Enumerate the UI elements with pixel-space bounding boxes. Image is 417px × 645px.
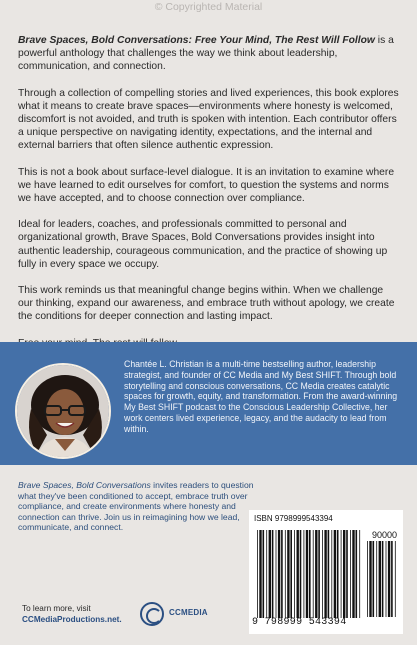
- barcode-bar: [343, 530, 345, 618]
- barcode-bar: [322, 530, 323, 618]
- ean-barcode: [257, 530, 363, 618]
- barcode-bar: [395, 541, 396, 617]
- barcode-bar: [341, 530, 342, 618]
- barcode-bar: [257, 530, 258, 618]
- barcode-bar: [306, 530, 308, 618]
- promo-text: [18, 480, 254, 533]
- barcode-bar: [278, 530, 280, 618]
- barcode-bar: [379, 541, 381, 617]
- barcode-bar: [266, 530, 267, 618]
- price-code: 90000: [372, 530, 398, 540]
- promo-title-italic: Brave Spaces, Bold Conversations: [18, 480, 151, 490]
- barcode-bar: [369, 541, 371, 617]
- learn-more-label: To learn more, visit: [22, 604, 91, 613]
- barcode-bar: [304, 530, 305, 618]
- barcode-bar: [382, 541, 384, 617]
- intro-text: is a powerful anthology that challenges the way we think about leadership, communication, and connection.: [18, 35, 394, 73]
- barcode-bar: [373, 541, 375, 617]
- barcode-bar: [294, 530, 295, 618]
- learn-more: [22, 604, 122, 625]
- author-portrait-image: [17, 365, 111, 459]
- barcode-bar: [324, 530, 326, 618]
- barcode-bar: [318, 530, 320, 618]
- barcode-bar: [287, 530, 289, 618]
- barcode-bar: [352, 530, 354, 618]
- barcode-bar: [285, 530, 286, 618]
- description-intro: [18, 34, 400, 74]
- website-link[interactable]: CCMediaProductions.net.: [22, 614, 122, 624]
- barcode-bar: [259, 530, 261, 618]
- barcode-bar: [359, 530, 360, 618]
- isbn-label: ISBN 9798999543394: [254, 514, 333, 523]
- barcode-bar: [367, 541, 368, 617]
- barcode-bar: [334, 530, 336, 618]
- barcode-bar: [276, 530, 277, 618]
- barcode-bar: [328, 530, 330, 618]
- barcode-bar: [346, 530, 348, 618]
- barcode-bar: [269, 530, 271, 618]
- barcode-bar: [309, 530, 311, 618]
- description-paragraph: This is not a book about surface-level dialogue. It is an invitation to examine where we have learned to edit ourselves for comfort, to question the systems and norms we have accepted, and to choose connection over compliance.: [18, 166, 395, 205]
- barcode-bar: [290, 530, 292, 618]
- ccmedia-logo-text: CCMEDIA: [169, 608, 208, 617]
- barcode-bar: [313, 530, 314, 618]
- description-paragraph: This work reminds us that meaningful change begins within. When we challenge our thinking, expand our awareness, and embrace truth without apology, we create the conditions for deeper connection and lasting impact.: [18, 285, 395, 323]
- barcode-bar: [337, 530, 339, 618]
- author-bio: Chantée L. Christian is a multi-time bestselling author, leadership strategist, and founder of CC Media and My Best SHIFT. Through bold storytelling and conscious conversations, CC Media creates catalytic spaces for growth, equity, and transformation. From the award-winning My Best SHIFT podcast to the Conscious Leadership Collective, her work centers lived experience, legacy, and the audacity to lead from within.: [124, 359, 398, 434]
- author-photo: [15, 363, 111, 459]
- ccmedia-logo: [140, 600, 222, 632]
- barcode-bar: [356, 530, 358, 618]
- barcode-bar: [300, 530, 302, 618]
- barcode-bar: [386, 541, 387, 617]
- barcode-bar: [297, 530, 299, 618]
- promo-body: invites readers to question what they've been conditioned to accept, embrace truth over compliance, and create environments where honesty and connection can thrive. Join us in reimagining how we lead, communicate, and connect.: [18, 480, 254, 533]
- isbn-barcode-box: [249, 510, 403, 634]
- barcode-bar: [350, 530, 351, 618]
- ean-digits: 9 798999 543394: [252, 617, 347, 628]
- description-paragraph: Through a collection of compelling stories and lived experiences, this book explores what it means to create brave spaces—environments where honesty is welcomed, discomfort is not avoided, and truth is spoken with intention. Each contributor offers a unique perspective on navigating identity, expectations, and the internal and external barriers that often silence authentic expression.: [18, 87, 399, 152]
- barcode-bar: [331, 530, 332, 618]
- barcode-bar: [391, 541, 393, 617]
- ccmedia-logo-icon: [140, 602, 164, 626]
- price-barcode: [367, 541, 399, 617]
- copyright-watermark: © Copyrighted Material: [154, 1, 263, 13]
- book-title-italic: Brave Spaces, Bold Conversations: Free Your Mind, The Rest Will Follow: [18, 35, 375, 46]
- barcode-bar: [272, 530, 274, 618]
- barcode-bar: [315, 530, 317, 618]
- barcode-bar: [263, 530, 265, 618]
- barcode-bar: [376, 541, 377, 617]
- description-paragraph: Ideal for leaders, coaches, and professionals committed to personal and organizational growth, Brave Spaces, Bold Conversations provides insight into authentic leadership, courageous communication, and the practice of showing up fully in every space we occupy.: [18, 219, 388, 270]
- book-description: [18, 34, 400, 350]
- barcode-bar: [281, 530, 283, 618]
- barcode-bar: [388, 541, 390, 617]
